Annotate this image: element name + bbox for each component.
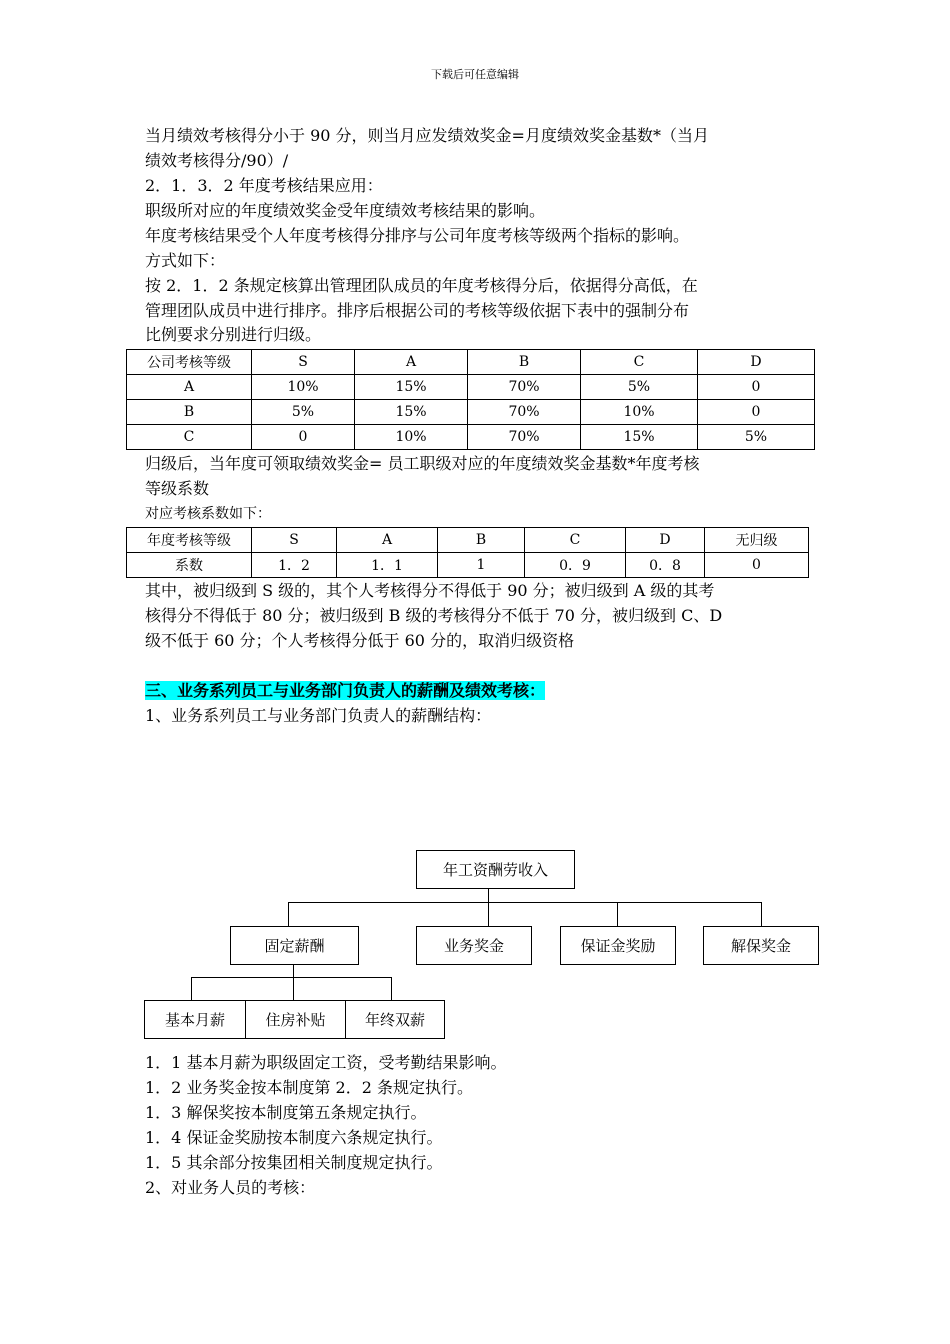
table-cell: 70% [468,375,581,400]
connector-line [391,977,392,1001]
table-row [127,553,809,578]
connector-line [288,902,762,903]
paragraph-line: 其中，被归级到 S 级的，其个人考核得分不得低于 90 分；被归级到 A 级的其考 [145,581,715,600]
table-cell: 70% [468,400,581,425]
table-cell: 0 [252,425,355,450]
paragraph-line: 1．2 业务奖金按本制度第 2．2 条规定执行。 [145,1078,473,1097]
table-cell: 70% [468,425,581,450]
table-cell: 年度考核等级 [127,528,252,553]
table-header-row [127,528,809,553]
chart-node-base-salary: 基本月薪 [144,1000,246,1039]
paragraph-line: 等级系数 [145,479,210,498]
table-cell: D [698,350,815,375]
table-cell: 1．1 [337,553,438,578]
distribution-table [126,349,815,450]
table-cell: 1．2 [252,553,337,578]
table-cell: 0 [705,553,809,578]
connector-line [191,977,391,978]
connector-line [617,902,618,927]
table-cell: 无归级 [705,528,809,553]
table-header-row [127,350,815,375]
paragraph-line: 1．1 基本月薪为职级固定工资，受考勤结果影响。 [145,1053,507,1072]
connector-line [288,902,289,927]
table-cell: 15% [355,375,468,400]
coefficient-table [126,527,809,578]
table-cell: S [252,528,337,553]
paragraph-line: 职级所对应的年度绩效奖金受年度绩效考核结果的影响。 [145,201,546,220]
table-cell: 5% [252,400,355,425]
table-cell: 10% [252,375,355,400]
table-cell: 系数 [127,553,252,578]
table-cell: C [525,528,626,553]
paragraph-line: 核得分不得低于 80 分；被归级到 B 级的考核得分不低于 70 分，被归级到 C、D [145,606,723,625]
connector-line [488,888,489,903]
table-cell: A [355,350,468,375]
paragraph-line: 级不低于 60 分；个人考核得分低于 60 分的，取消归级资格 [145,631,575,650]
table-cell: 0 [698,375,815,400]
paragraph-line: 方式如下： [145,251,226,270]
connector-line [293,977,294,1001]
paragraph-line: 当月绩效考核得分小于 90 分，则当月应发绩效奖金=月度绩效奖金基数*（当月 [145,126,709,145]
chart-node-housing-allowance: 住房补贴 [245,1000,346,1039]
table-cell: B [438,528,525,553]
table-caption: 对应考核系数如下： [145,506,271,522]
table-cell: 1 [438,553,525,578]
paragraph-line: 绩效考核得分/90）/ [145,151,289,170]
table-row [127,425,815,450]
table-cell: 15% [355,400,468,425]
table-cell: 5% [698,425,815,450]
chart-node-business-bonus: 业务奖金 [416,926,532,965]
table-cell: B [468,350,581,375]
table-cell: 0．9 [525,553,626,578]
table-cell: 公司考核等级 [127,350,252,375]
table-row [127,375,815,400]
chart-node-deposit-reward: 保证金奖励 [560,926,676,965]
paragraph-line: 按 2．1．2 条规定核算出管理团队成员的年度考核得分后，依据得分高低，在 [145,276,698,295]
connector-line [761,902,762,927]
paragraph-line: 比例要求分别进行归级。 [145,325,322,344]
chart-node-root: 年工资酬劳收入 [416,850,575,889]
chart-node-release-bonus: 解保奖金 [703,926,819,965]
paragraph-line: 1．3 解保奖按本制度第五条规定执行。 [145,1103,427,1122]
table-cell: 5% [581,375,698,400]
table-cell: A [337,528,438,553]
table-cell: D [626,528,705,553]
table-cell: C [581,350,698,375]
table-cell: 0．8 [626,553,705,578]
table-cell: A [127,375,252,400]
table-cell: 0 [698,400,815,425]
paragraph-line: 2、对业务人员的考核： [145,1178,316,1197]
table-cell: B [127,400,252,425]
table-cell: 10% [355,425,468,450]
table-row [127,400,815,425]
table-cell: S [252,350,355,375]
section-subtitle: 1、业务系列员工与业务部门负责人的薪酬结构： [145,706,492,725]
paragraph-line: 管理团队成员中进行排序。排序后根据公司的考核等级依据下表中的强制分布 [145,301,690,320]
connector-line [488,902,489,927]
chart-node-fixed-pay: 固定薪酬 [230,926,359,965]
paragraph-line: 1．4 保证金奖励按本制度六条规定执行。 [145,1128,443,1147]
paragraph-line: 归级后，当年度可领取绩效奖金= 员工职级对应的年度绩效奖金基数*年度考核 [145,454,700,473]
table-cell: 15% [581,425,698,450]
section-heading: 2．1．3．2 年度考核结果应用： [145,176,383,195]
table-cell: 10% [581,400,698,425]
table-cell: C [127,425,252,450]
paragraph-line: 年度考核结果受个人年度考核得分排序与公司年度考核等级两个指标的影响。 [145,226,690,245]
page-header: 下载后可任意编辑 [431,68,519,81]
chart-node-year-end-double-pay: 年终双薪 [345,1000,445,1039]
connector-line [191,977,192,1001]
paragraph-line: 1．5 其余部分按集团相关制度规定执行。 [145,1153,443,1172]
connector-line [293,964,294,978]
section-title: 三、业务系列员工与业务部门负责人的薪酬及绩效考核： [145,681,546,700]
